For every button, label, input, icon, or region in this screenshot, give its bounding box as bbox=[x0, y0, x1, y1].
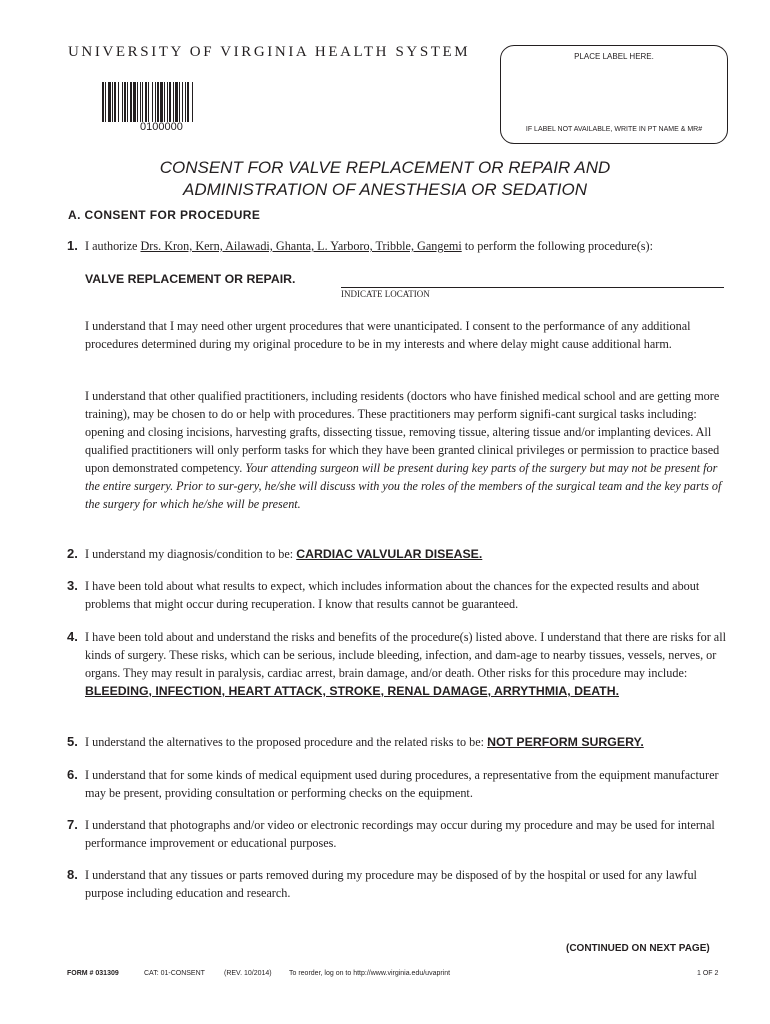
section-heading: A. CONSENT FOR PROCEDURE bbox=[68, 208, 261, 222]
item-7: 7. I understand that photographs and/or video or electronic recordings may occur during my procedure and may be used for internal performance improvement or educational purposes. bbox=[67, 817, 715, 850]
page-number: 1 OF 2 bbox=[697, 970, 719, 977]
form-revision: (REV. 10/2014) bbox=[224, 970, 272, 977]
paragraph-qualified-practitioners: I understand that other qualified practitioners, including residents (doctors who have finished medical school and are getting more training), may be chosen to do or help with procedures. These practitioners may perform signifi-cant surgical tasks including: opening and closing incisions, harvesting grafts, dissecting tissue, removing tissue, altering tissue and/or implanting devices. All qualified practitioners will only perform tasks for which they have been granted clinical privileges or permission to practice based upon demonstrated competency. Your attending surgeon will be present during key parts of the surgery but may not be present for the entire surgery. Prior to sur-gery, he/she will discuss with you the roles of the members of the surgical team and the key parts of the surgery for which he/she will be present. bbox=[85, 389, 722, 511]
label-box-fallback: IF LABEL NOT AVAILABLE, WRITE IN PT NAME & MR# bbox=[525, 126, 703, 133]
continued-notice: (CONTINUED ON NEXT PAGE) bbox=[566, 943, 710, 954]
form-number: FORM # 031309 bbox=[67, 970, 119, 977]
item-1: 1. I authorize Drs. Kron, Kern, Ailawadi, Ghanta, L. Yarboro, Tribble, Gangemi to perform the following procedure(s): bbox=[67, 238, 653, 253]
item-number: 5. bbox=[67, 734, 78, 749]
procedure-name: VALVE REPLACEMENT OR REPAIR. bbox=[85, 272, 296, 286]
item-number: 2. bbox=[67, 546, 78, 561]
item-number: 7. bbox=[67, 817, 78, 832]
item-4: 4. I have been told about and understand the risks and benefits of the procedure(s) listed above. I understand that there are risks for all kinds of surgery. These risks, which can be serious, include bleeding, infection, and dam-age to nearby tissues, vessels, nerves, or organs. They may result in paralysis, cardiac arrest, brain damage, and/or death. Other risks for this procedure may include: BLEEDING, INFECTION, HEART ATTACK, STROKE, RENAL DAMAGE, ARRYTHMIA, DEATH. bbox=[67, 629, 726, 698]
item-2: 2. I understand my diagnosis/condition to be: CARDIAC VALVULAR DISEASE. bbox=[67, 546, 483, 561]
item-number: 8. bbox=[67, 867, 78, 882]
item-number: 3. bbox=[67, 578, 78, 593]
barcode-number: 0100000 bbox=[140, 121, 183, 133]
item-number: 4. bbox=[67, 629, 78, 644]
diagnosis-value: CARDIAC VALVULAR DISEASE. bbox=[296, 547, 483, 561]
risks-value: BLEEDING, INFECTION, HEART ATTACK, STROKE, RENAL DAMAGE, ARRYTHMIA, DEATH. bbox=[85, 684, 619, 698]
barcode-bar bbox=[193, 82, 194, 122]
label-box-instruction: PLACE LABEL HERE. bbox=[574, 52, 654, 61]
item-number: 6. bbox=[67, 767, 78, 782]
patient-label-box bbox=[500, 45, 728, 144]
item-6: 6. I understand that for some kinds of medical equipment used during procedures, a representative from the equipment manufacturer may be present, providing consultation or performing checks on the equipment. bbox=[67, 767, 719, 800]
institution-name: UNIVERSITY OF VIRGINIA HEALTH SYSTEM bbox=[68, 44, 471, 60]
item-8: 8. I understand that any tissues or parts removed during my procedure may be disposed of by the hospital or used for any lawful purpose including education and research. bbox=[67, 867, 697, 900]
authorized-doctors: Drs. Kron, Kern, Ailawadi, Ghanta, L. Yarboro, Tribble, Gangemi bbox=[140, 239, 462, 253]
form-title-line1: CONSENT FOR VALVE REPLACEMENT OR REPAIR AND bbox=[159, 158, 611, 177]
form-title-line2: ADMINISTRATION OF ANESTHESIA OR SEDATION bbox=[183, 180, 587, 199]
item-number: 1. bbox=[67, 238, 78, 253]
barcode bbox=[102, 82, 226, 122]
alternatives-value: NOT PERFORM SURGERY. bbox=[487, 735, 644, 749]
paragraph-urgent-procedures: I understand that I may need other urgent procedures that were unanticipated. I consent to the performance of any additional procedures determined during my original procedure to be in my interests and where delay might cause additional harm. bbox=[85, 319, 691, 351]
location-line bbox=[341, 287, 724, 288]
form-category: CAT: 01-CONSENT bbox=[144, 970, 205, 977]
indicate-location-label: INDICATE LOCATION bbox=[341, 289, 430, 299]
reorder-note: To reorder, log on to http://www.virginia.edu/uvaprint bbox=[289, 970, 451, 977]
item-5: 5. I understand the alternatives to the proposed procedure and the related risks to be: NOT PERFORM SURGERY. bbox=[67, 734, 644, 749]
item-3: 3. I have been told about what results to expect, which includes information about the chances for the expected results and about problems that might occur during recuperation. I know that results cannot be guaranteed. bbox=[67, 578, 700, 611]
